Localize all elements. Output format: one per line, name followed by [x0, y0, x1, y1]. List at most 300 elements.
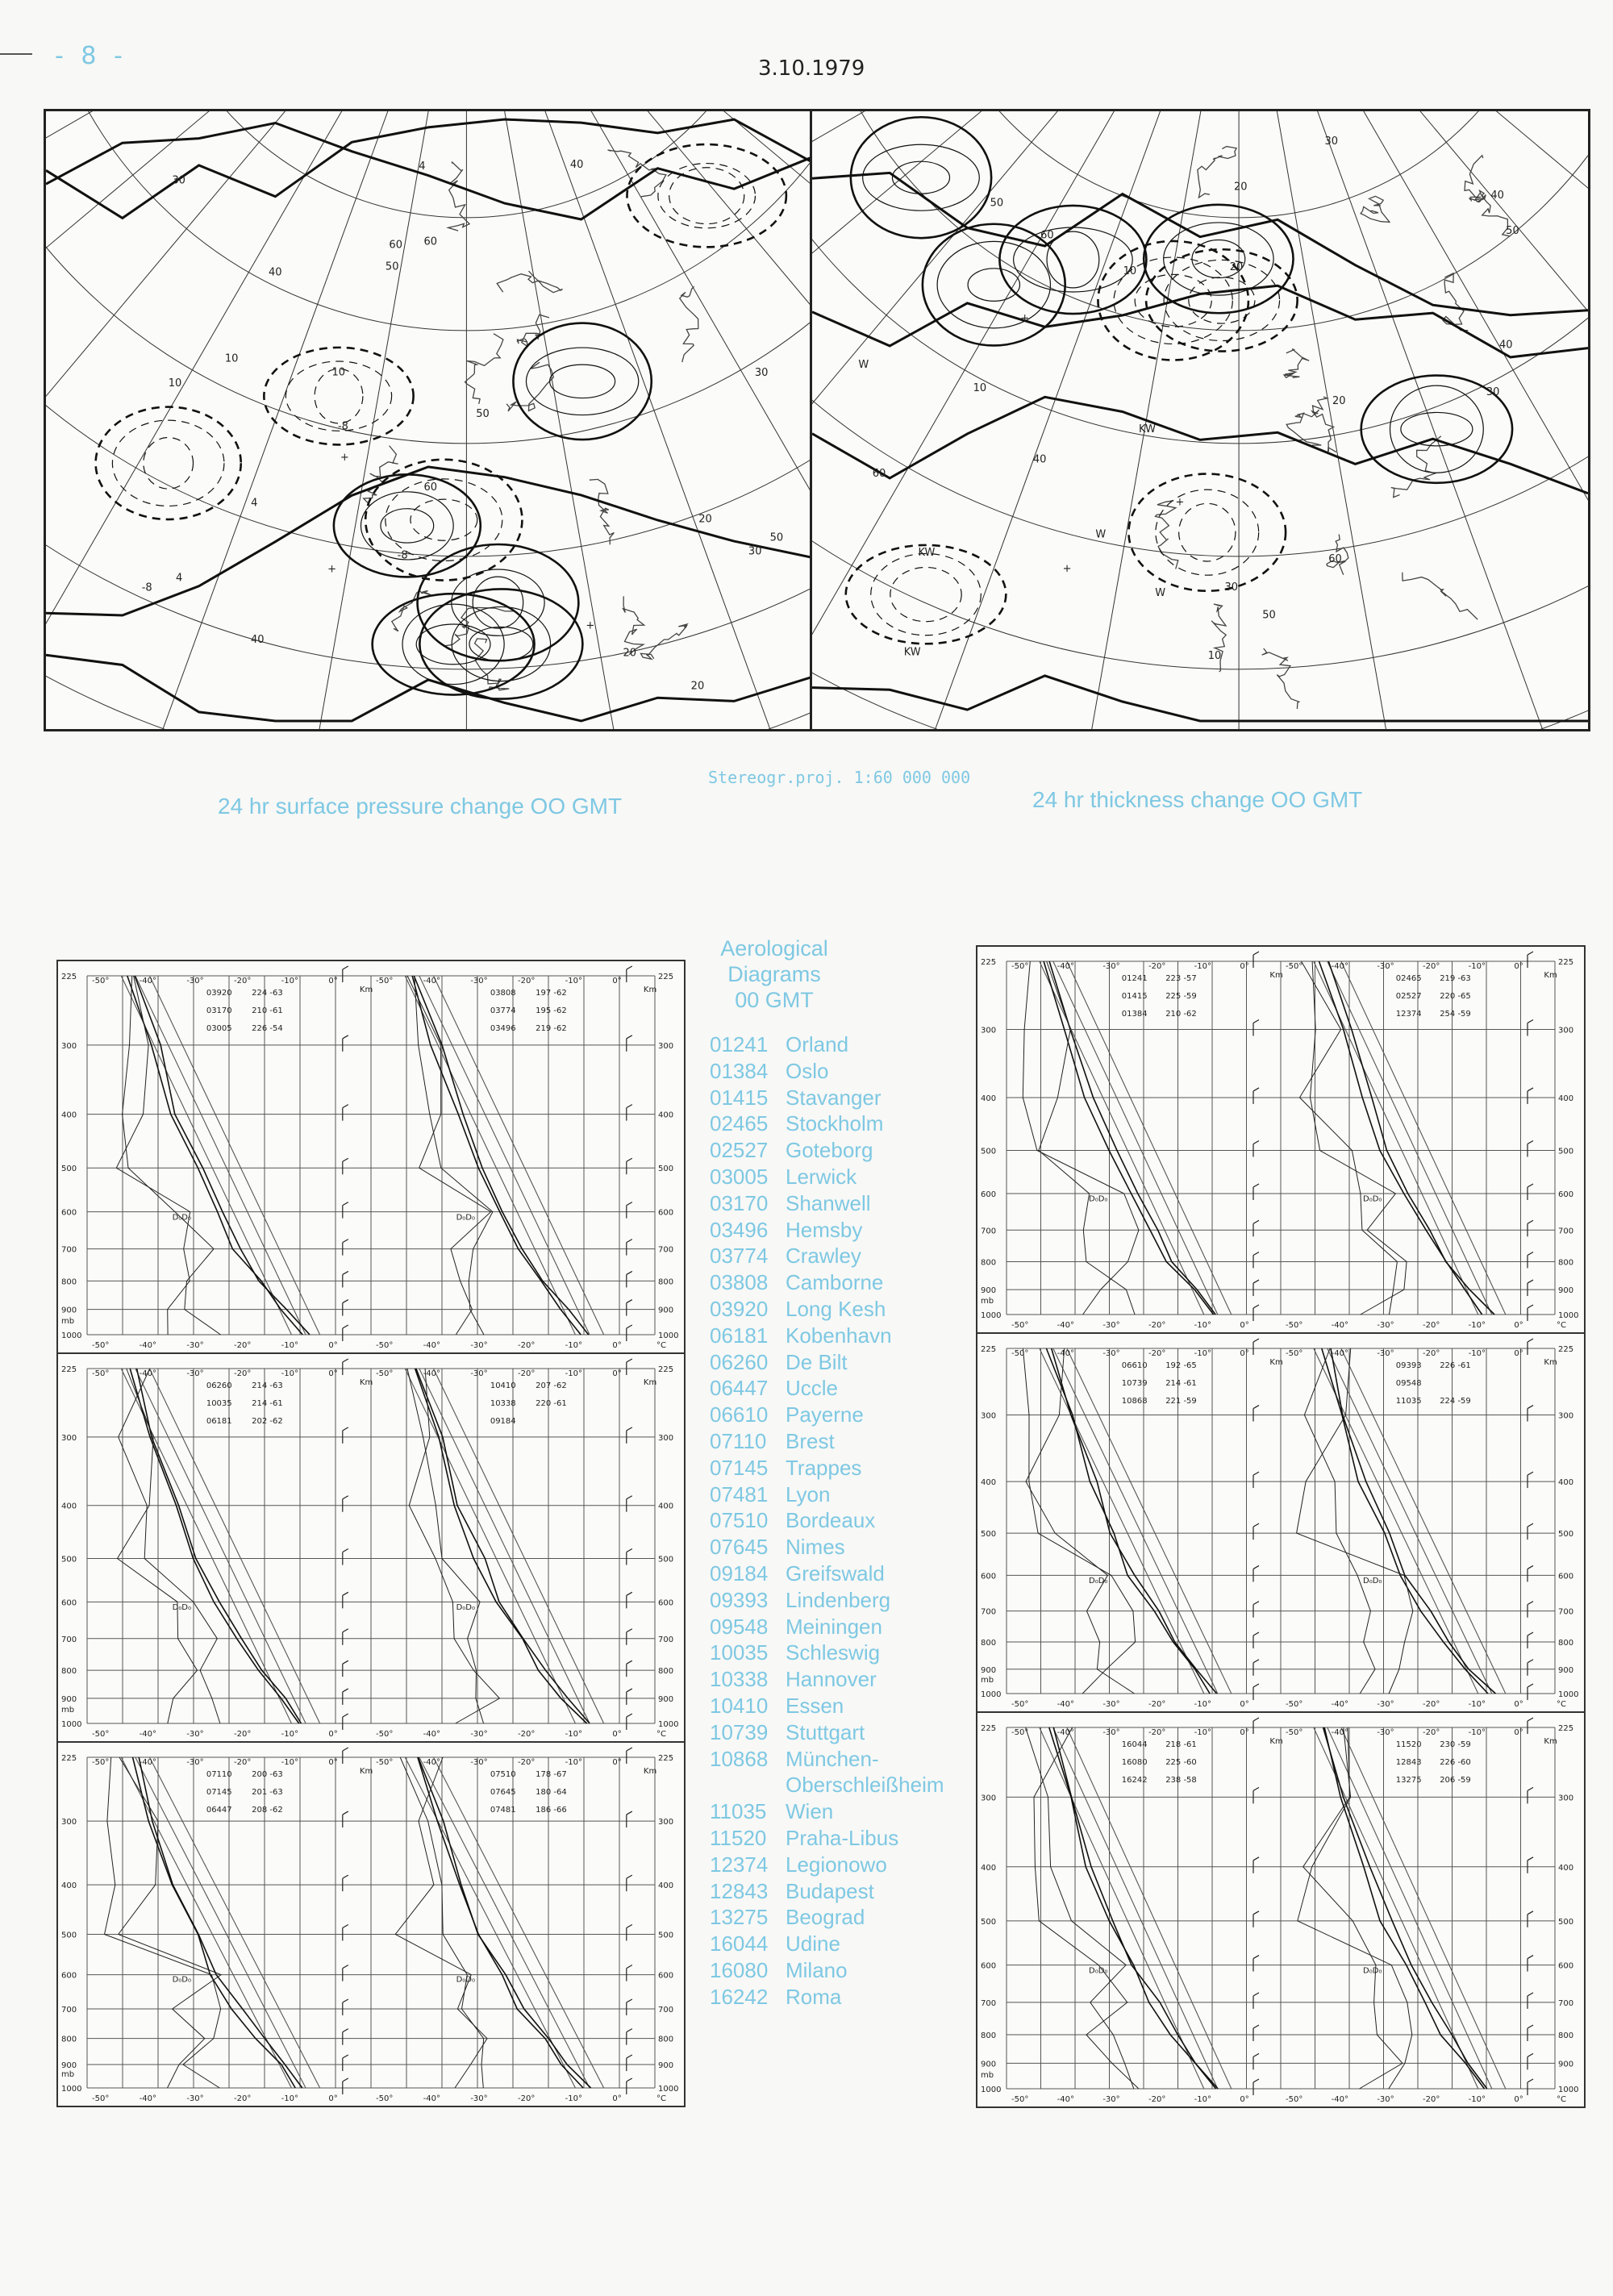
- dewpoint-depression-label: D₀D₀: [1089, 1966, 1108, 1976]
- diagram-station-value: 225 -59: [1165, 992, 1197, 1001]
- km-label: Km: [1544, 971, 1557, 980]
- meridian-line: [931, 111, 1239, 729]
- wind-barb-flag: [1528, 1220, 1533, 1223]
- station-code: 02465: [710, 1111, 769, 1136]
- pressure-tick-left: 900: [981, 1286, 997, 1296]
- pressure-tick-left: 700: [61, 2005, 77, 2015]
- temp-tick-top: -50°: [1286, 1728, 1303, 1737]
- station-row: [710, 1534, 976, 1561]
- wind-barb-flag: [627, 1300, 632, 1303]
- map-label: 10: [168, 377, 182, 390]
- diagram-text: [61, 1365, 678, 1739]
- aerological-diagram-6: [976, 1711, 1586, 2108]
- map-label: 20: [1332, 394, 1346, 407]
- aerological-diagram-4: [976, 945, 1586, 1334]
- station-code: 03808: [710, 1270, 769, 1295]
- map-label: 40: [268, 266, 282, 279]
- station-code: 16242: [710, 1984, 769, 2009]
- diagram-station-code: 01241: [1121, 974, 1148, 983]
- pressure-tick-left: 700: [981, 1227, 997, 1236]
- temp-tick-bottom: -50°: [1011, 1700, 1029, 1709]
- map-label: 30: [1486, 385, 1500, 398]
- wind-barb-flag: [1528, 2079, 1533, 2082]
- wind-barb-flag: [1528, 1140, 1533, 1144]
- station-row: [710, 1031, 976, 1058]
- wind-barb-flag: [1253, 1184, 1259, 1187]
- temp-tick-top: -50°: [92, 1758, 110, 1767]
- temp-tick-top: -10°: [1468, 962, 1486, 971]
- temp-tick-top: -40°: [423, 1758, 441, 1767]
- km-label: Km: [643, 985, 657, 994]
- temp-tick-bottom: 0°: [1514, 1321, 1523, 1330]
- wind-barb-flag: [343, 1496, 348, 1499]
- map-label: W: [858, 359, 869, 372]
- wind-barb-flag: [627, 2029, 632, 2032]
- meridian-line: [1239, 111, 1588, 729]
- station-code: 10338: [710, 1667, 769, 1692]
- station-row: [710, 1878, 976, 1905]
- station-row: [710, 1825, 976, 1852]
- station-row: [710, 1666, 976, 1693]
- temp-tick-bottom: -50°: [1286, 2095, 1303, 2104]
- map-label: 50: [990, 197, 1004, 210]
- meridian-line: [466, 111, 811, 729]
- wind-barb-flag: [627, 1748, 632, 1751]
- station-list: [710, 1031, 976, 2010]
- temp-tick-bottom: -50°: [1286, 1700, 1303, 1709]
- coastline-path: [590, 479, 615, 544]
- pressure-tick-left: 1000: [981, 2086, 1002, 2094]
- temp-tick-top: 0°: [1514, 1728, 1523, 1737]
- wind-barb-flag: [343, 1592, 348, 1595]
- station-row: [710, 1719, 976, 1746]
- diagram-station-code: 13275: [1395, 1776, 1422, 1785]
- page-date: 3.10.1979: [758, 56, 865, 81]
- temp-tick-top: -10°: [565, 1758, 583, 1767]
- coastline-path: [1198, 147, 1236, 198]
- contours: [812, 117, 1588, 721]
- wind-barb-flag: [343, 1105, 348, 1108]
- km-label: Km: [1269, 1358, 1283, 1367]
- wind-barb-flag: [343, 1035, 348, 1039]
- pressure-tick-left: 900: [61, 1694, 77, 1704]
- unit-mb: mb: [61, 1706, 75, 1715]
- unit-celsius: °C: [1557, 1700, 1566, 1709]
- diagram-station-code: 09393: [1395, 1361, 1422, 1370]
- station-row: [710, 1746, 976, 1773]
- temp-tick-bottom: -30°: [1377, 1321, 1394, 1330]
- diagram-station-code: 09548: [1395, 1379, 1422, 1388]
- diagram-station-value: 192 -65: [1165, 1361, 1197, 1370]
- pressure-tick-left: 900: [61, 1306, 77, 1315]
- pressure-tick-right: 225: [658, 1365, 674, 1374]
- diagram-station-code: 12374: [1395, 1010, 1422, 1019]
- map-label: 60: [1328, 553, 1342, 566]
- temp-tick-top: 0°: [1240, 962, 1249, 971]
- wind-barb-flag: [627, 1496, 632, 1499]
- pressure-contour: [513, 323, 651, 440]
- wind-barb-flag: [1253, 1019, 1259, 1023]
- temp-tick-top: -30°: [1102, 1349, 1120, 1358]
- meridian-line: [1239, 111, 1588, 729]
- pressure-tick-right: 1000: [1558, 1690, 1579, 1699]
- pressure-tick-left: 700: [981, 1998, 997, 2008]
- diagram-station-code: 06610: [1121, 1361, 1148, 1370]
- pressure-contour: [381, 509, 434, 543]
- station-name: Budapest: [786, 1878, 874, 1903]
- pressure-contour: [892, 161, 949, 194]
- diagram-station-code: 10739: [1121, 1379, 1148, 1388]
- diagram-station-value: 207 -62: [536, 1381, 567, 1390]
- parallel-circle: [46, 111, 811, 444]
- station-name: Greifswald: [786, 1561, 885, 1586]
- station-code: 10035: [710, 1640, 769, 1665]
- wind-barb-flag: [1253, 1280, 1259, 1283]
- station-row: [710, 1455, 976, 1481]
- pressure-tick-right: 900: [658, 1306, 674, 1315]
- wind-barb-flag: [1528, 1088, 1533, 1091]
- temp-tick-bottom: -20°: [1423, 1321, 1440, 1330]
- temp-tick-top: 0°: [328, 977, 338, 985]
- temp-tick-top: -20°: [1148, 962, 1166, 971]
- temp-tick-top: -40°: [1331, 962, 1349, 971]
- wind-barb-flag: [343, 1999, 348, 2002]
- diagram-station-code: 09184: [490, 1417, 516, 1426]
- diagram-station-code: 01384: [1121, 1010, 1148, 1019]
- map-label: -8: [397, 549, 408, 562]
- station-code: 10410: [710, 1693, 769, 1718]
- diagram-station-code: 03920: [206, 989, 232, 998]
- map-labels: [142, 159, 783, 693]
- diagram-grid: [87, 1369, 655, 1723]
- pressure-tick-left: 700: [61, 1635, 77, 1644]
- coastline-path: [623, 596, 644, 654]
- pressure-tick-left: 300: [981, 1794, 997, 1803]
- station-name: Trappes: [786, 1455, 862, 1480]
- station-code: 16044: [710, 1931, 769, 1956]
- temp-tick-top: -30°: [186, 1758, 204, 1767]
- pressure-tick-right: 600: [1558, 1572, 1574, 1581]
- map-label: 20: [690, 680, 705, 693]
- diagram-station-value: 226 -61: [1440, 1361, 1471, 1370]
- pressure-tick-right: 400: [1558, 1094, 1574, 1103]
- wind-barb-flag: [1528, 1632, 1533, 1636]
- pressure-tick-right: 225: [1558, 958, 1574, 967]
- station-name: Stavanger: [786, 1085, 882, 1110]
- wind-barb-flag: [627, 1999, 632, 2002]
- unit-mb: mb: [981, 1676, 994, 1685]
- temp-tick-bottom: -50°: [92, 1341, 110, 1350]
- diagram-station-value: 214 -63: [252, 1381, 283, 1390]
- station-code: 12843: [710, 1878, 769, 1903]
- station-code: 11035: [710, 1799, 767, 1824]
- km-label: Km: [1269, 971, 1283, 980]
- wind-barb-flag: [627, 1629, 632, 1632]
- map-label: 30: [748, 545, 762, 558]
- wind-barb-flag: [627, 1714, 632, 1717]
- wind-barb-flag: [1528, 1252, 1533, 1255]
- wind-barb-flag: [1253, 1406, 1259, 1409]
- wind-barb-flag: [627, 1271, 632, 1274]
- temp-tick-top: -30°: [470, 977, 488, 985]
- pressure-tick-left: 1000: [981, 1690, 1002, 1699]
- temp-tick-top: -50°: [376, 1758, 394, 1767]
- pressure-contour: [1156, 490, 1259, 575]
- station-code: 07110: [710, 1428, 767, 1453]
- wind-barb-flag: [627, 1202, 632, 1206]
- meridian-line: [1239, 111, 1588, 729]
- pressure-contour: [968, 269, 1019, 302]
- km-label: Km: [1544, 1737, 1557, 1746]
- wind-barb-flag: [343, 1661, 348, 1664]
- wind-barb-flag: [627, 1105, 632, 1108]
- pressure-contour: [334, 474, 481, 577]
- temp-tick-top: -10°: [565, 1369, 583, 1378]
- meridian-line: [466, 111, 811, 729]
- pressure-tick-right: 600: [1558, 1961, 1574, 1971]
- station-row: [710, 1614, 976, 1640]
- temp-tick-bottom: 0°: [328, 1341, 338, 1350]
- parallel-circle: [812, 111, 1588, 669]
- temp-tick-bottom: -50°: [376, 1730, 394, 1739]
- station-code: 10868: [710, 1746, 769, 1771]
- coastline-path: [641, 624, 688, 659]
- temp-tick-bottom: -30°: [1377, 2095, 1394, 2104]
- map-label: W: [1155, 586, 1166, 599]
- temp-tick-top: -50°: [376, 977, 394, 985]
- diagram-station-value: 220 -65: [1440, 992, 1471, 1001]
- station-row: [710, 1798, 976, 1825]
- station-name: Roma: [786, 1984, 842, 2009]
- station-code: 06447: [710, 1376, 769, 1401]
- temp-tick-bottom: -30°: [1102, 1700, 1120, 1709]
- parallel-circle: [46, 111, 811, 669]
- pressure-tick-left: 600: [61, 1208, 77, 1218]
- diagram-station-code: 06181: [206, 1417, 232, 1426]
- pressure-tick-right: 300: [658, 1818, 674, 1827]
- wind-barb-flag: [1528, 2053, 1533, 2056]
- station-name: De Bilt: [786, 1349, 848, 1374]
- station-name: Orland: [786, 1032, 849, 1056]
- temp-tick-top: -20°: [1423, 962, 1440, 971]
- station-name: Brest: [786, 1428, 835, 1453]
- station-name: Legionowo: [786, 1852, 887, 1877]
- wind-barb-flag: [1528, 952, 1533, 955]
- temp-tick-bottom: -50°: [92, 2094, 110, 2103]
- pressure-tick-right: 700: [658, 1635, 674, 1644]
- pressure-contour: [526, 348, 638, 415]
- temp-tick-top: -20°: [518, 1369, 536, 1378]
- temp-tick-top: -20°: [234, 1369, 252, 1378]
- temp-tick-bottom: -30°: [1102, 1321, 1120, 1330]
- pressure-tick-left: 400: [61, 1881, 77, 1891]
- diagram-station-code: 07645: [490, 1788, 516, 1797]
- temp-tick-bottom: -10°: [565, 2094, 583, 2103]
- diagram-station-value: 200 -63: [252, 1770, 283, 1779]
- temp-tick-top: 0°: [1240, 1728, 1249, 1737]
- wind-barb-flag: [1528, 1956, 1533, 1959]
- station-name: Crawley: [786, 1244, 861, 1269]
- diagram-canvas: [977, 947, 1584, 1332]
- temp-tick-bottom: -20°: [518, 1341, 536, 1350]
- wind-barb-flag: [1528, 1339, 1533, 1342]
- unit-mb: mb: [981, 1297, 994, 1306]
- station-row: [710, 1984, 976, 2011]
- temp-tick-bottom: -30°: [1377, 1700, 1394, 1709]
- pressure-tick-right: 800: [1558, 1258, 1574, 1268]
- pressure-tick-left: 300: [981, 1026, 997, 1035]
- pressure-tick-right: 700: [658, 1245, 674, 1255]
- legend-title-line: 00 GMT: [735, 988, 814, 1012]
- pressure-tick-left: 225: [981, 958, 997, 967]
- station-name: Beograd: [786, 1905, 865, 1930]
- map-label: +: [327, 563, 336, 576]
- wind-barb-flag: [343, 1271, 348, 1274]
- map-label: +: [586, 619, 595, 632]
- wind-barb-flag: [1528, 1684, 1533, 1687]
- station-code: 01415: [710, 1085, 769, 1110]
- pressure-tick-left: 225: [61, 1365, 77, 1374]
- temp-tick-bottom: -10°: [1194, 1321, 1212, 1330]
- diagram-text: [981, 1345, 1578, 1709]
- wind-barb-flag: [343, 1875, 348, 1878]
- wind-barb-flag: [1253, 1718, 1259, 1721]
- diagram-station-code: 02527: [1395, 992, 1422, 1001]
- temp-tick-top: -40°: [1057, 1728, 1075, 1737]
- meridian-line: [46, 111, 466, 502]
- dewpoint-depression-label: D₀D₀: [456, 1213, 476, 1223]
- pressure-tick-right: 1000: [658, 1720, 679, 1729]
- diagram-station-value: 224 -59: [1440, 1397, 1471, 1406]
- wind-barb-flag: [1528, 1993, 1533, 1996]
- temp-tick-top: 0°: [612, 977, 622, 985]
- pressure-contour: [871, 553, 982, 635]
- diagram-text: [61, 973, 678, 1350]
- diagram-station-value: 195 -62: [536, 1006, 567, 1015]
- diagram-station-code: 06447: [206, 1806, 232, 1815]
- map-label: 30: [1224, 581, 1239, 594]
- meridian-line: [812, 111, 1239, 729]
- temp-tick-bottom: -30°: [186, 1341, 204, 1350]
- temp-tick-top: -40°: [139, 977, 157, 985]
- map-label: 10: [973, 381, 987, 394]
- pressure-tick-right: 500: [1558, 1917, 1574, 1927]
- pressure-tick-left: 800: [61, 1277, 77, 1287]
- wind-barb-flag: [343, 1549, 348, 1552]
- coastline-path: [1286, 410, 1321, 445]
- pressure-tick-right: 225: [1558, 1345, 1574, 1354]
- diagram-grid: [1007, 1348, 1555, 1694]
- temp-tick-bottom: 0°: [1240, 1321, 1249, 1330]
- pressure-tick-left: 600: [981, 1572, 997, 1581]
- wind-barb-flag: [1528, 2025, 1533, 2028]
- pressure-tick-right: 400: [1558, 1478, 1574, 1488]
- temp-tick-bottom: -50°: [376, 1341, 394, 1350]
- legend-title: [694, 935, 855, 1013]
- diagram-station-code: 03005: [206, 1024, 232, 1033]
- temp-tick-top: -20°: [518, 977, 536, 985]
- station-code: 02527: [710, 1138, 769, 1163]
- temp-tick-top: -30°: [1377, 1349, 1394, 1358]
- map-label: 10: [1123, 265, 1137, 278]
- pressure-tick-left: 225: [61, 973, 77, 981]
- diagram-canvas: [58, 1743, 684, 2106]
- diagram-station-code: 16044: [1121, 1740, 1148, 1749]
- wind-barb-flag: [1253, 1911, 1259, 1915]
- temp-tick-bottom: -40°: [1331, 1321, 1349, 1330]
- pressure-tick-right: 600: [658, 1208, 674, 1218]
- wind-barb-flag: [627, 1359, 632, 1362]
- unit-mb: mb: [981, 2071, 994, 2080]
- temp-tick-top: -30°: [1102, 1728, 1120, 1737]
- diagram-station-code: 16242: [1121, 1776, 1148, 1785]
- station-row: [710, 1957, 976, 1984]
- pressure-tick-right: 400: [1558, 1863, 1574, 1873]
- pressure-contour: [863, 144, 980, 210]
- map-canvas: [46, 111, 811, 729]
- aerological-diagram-1: [56, 960, 686, 1354]
- wind-barb-flag: [627, 1158, 632, 1161]
- map-label: 40: [569, 158, 584, 171]
- contours: [46, 119, 811, 721]
- wind-barb-flag: [343, 1689, 348, 1692]
- map-label: +: [1175, 496, 1185, 509]
- wind-barb-flag: [1528, 1523, 1533, 1527]
- temp-tick-top: -50°: [376, 1369, 394, 1378]
- wind-barb-flag: [1253, 1993, 1259, 1996]
- station-code: 07645: [710, 1535, 769, 1560]
- diagram-station-value: 208 -62: [252, 1806, 283, 1815]
- pressure-tick-right: 1000: [658, 2085, 679, 2094]
- temp-tick-bottom: -50°: [1011, 2095, 1029, 2104]
- wind-barb-flag: [1528, 1857, 1533, 1861]
- wind-barb-flag: [1253, 1252, 1259, 1255]
- temp-tick-top: -10°: [281, 1758, 299, 1767]
- temp-tick-bottom: -20°: [1148, 1321, 1166, 1330]
- temp-tick-top: -20°: [234, 977, 252, 985]
- wind-barb-flag: [343, 1202, 348, 1206]
- station-row: [710, 1587, 976, 1614]
- pressure-tick-right: 500: [1558, 1530, 1574, 1540]
- diagram-station-code: 10338: [490, 1399, 516, 1408]
- temp-tick-bottom: -40°: [139, 1341, 157, 1350]
- wind-barb-flag: [343, 2029, 348, 2032]
- station-code: 01241: [710, 1032, 769, 1056]
- unit-celsius: °C: [1557, 2095, 1566, 2104]
- pressure-tick-left: 800: [981, 1638, 997, 1648]
- pressure-tick-left: 900: [981, 2060, 997, 2069]
- temp-tick-top: -20°: [1148, 1349, 1166, 1358]
- wind-barb-flag: [1528, 1911, 1533, 1915]
- station-row: [710, 1296, 976, 1323]
- pressure-tick-left: 400: [981, 1863, 997, 1873]
- map-label: KW: [918, 546, 936, 559]
- temp-tick-bottom: -30°: [186, 2094, 204, 2103]
- temp-tick-bottom: -20°: [1148, 1700, 1166, 1709]
- parallel-circle: [812, 111, 1588, 729]
- thickness-change-map: [810, 109, 1590, 731]
- temp-tick-top: -40°: [1057, 962, 1075, 971]
- pressure-tick-left: 1000: [61, 1720, 82, 1729]
- temp-tick-bottom: -10°: [1194, 2095, 1212, 2104]
- wind-barb-flag: [1253, 952, 1259, 955]
- map-label: 20: [1229, 261, 1244, 274]
- zero-isoline: [812, 285, 1588, 357]
- map-label: 50: [1506, 225, 1519, 238]
- diagram-text: [61, 1754, 678, 2103]
- temp-tick-bottom: -10°: [281, 1341, 299, 1350]
- wind-barb-flag: [627, 2055, 632, 2058]
